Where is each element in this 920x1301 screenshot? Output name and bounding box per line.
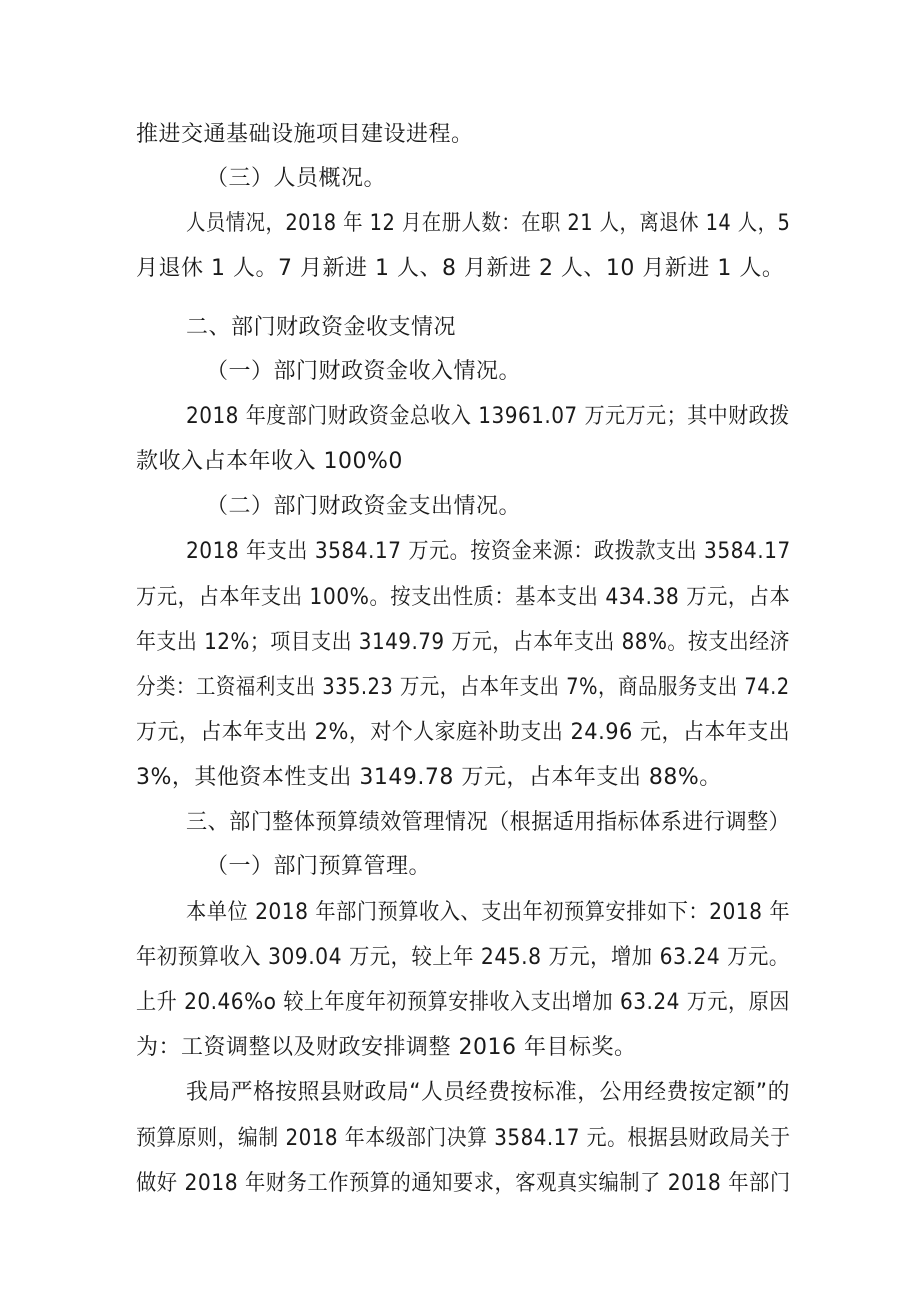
- text-line: 年初预算收入 309.04 万元，较上年 245.8 万元，增加 63.24 万元。: [136, 945, 790, 970]
- text-line: 万元，占本年支出 2%，对个人家庭补助支出 24.96 元，占本年支出: [136, 720, 791, 745]
- section-heading: 三、部门整体预算绩效管理情况（根据适用指标体系进行调整）: [186, 810, 791, 835]
- text-line: 推进交通基础设施项目建设进程。: [136, 122, 474, 147]
- section-heading: （一）部门财政资金收入情况。: [206, 359, 522, 384]
- section-heading: 二、部门财政资金收支情况: [186, 315, 457, 340]
- text-line: 做好 2018 年财务工作预算的通知要求，客观真实编制了 2018 年部门: [136, 1171, 791, 1196]
- text-line: 3%，其他资本性支出 3149.78 万元，占本年支出 88%。: [136, 765, 722, 790]
- text-line: 2018 年度部门财政资金总收入 13961.07 万元万元；其中财政拨: [186, 404, 790, 429]
- text-line: 本单位 2018 年部门预算收入、支出年初预算安排如下：2018 年: [186, 900, 791, 925]
- text-line: 分类：工资福利支出 335.23 万元，占本年支出 7%，商品服务支出 74.2: [136, 675, 790, 700]
- text-line: 年支出 12%；项目支出 3149.79 万元，占本年支出 88%。按支出经济: [136, 630, 790, 655]
- text-line: 人员情况，2018 年 12 月在册人数：在职 21 人，离退休 14 人，5: [186, 211, 791, 236]
- text-line: 万元，占本年支出 100%。按支出性质：基本支出 434.38 万元，占本: [136, 585, 791, 610]
- text-line: 上升 20.46%o 较上年度年初预算安排收入支出增加 63.24 万元，原因: [136, 990, 790, 1015]
- text-line: 预算原则，编制 2018 年本级部门决算 3584.17 元。根据县财政局关于: [136, 1126, 791, 1151]
- section-heading: （一）部门预算管理。: [206, 854, 432, 879]
- section-heading: （三）人员概况。: [206, 166, 387, 191]
- text-line: 2018 年支出 3584.17 万元。按资金来源：政拨款支出 3584.17: [186, 539, 791, 564]
- text-line: 为：工资调整以及财政安排调整 2016 年目标奖。: [136, 1035, 637, 1060]
- text-line: 我局严格按照县财政局“人员经费按标准，公用经费按定额”的: [186, 1080, 790, 1105]
- text-line: 款收入占本年收入 100%0: [136, 449, 403, 474]
- section-heading: （二）部门财政资金支出情况。: [206, 494, 522, 519]
- text-line: 月退休 1 人。7 月新进 1 人、8 月新进 2 人、10 月新进 1 人。: [136, 256, 785, 281]
